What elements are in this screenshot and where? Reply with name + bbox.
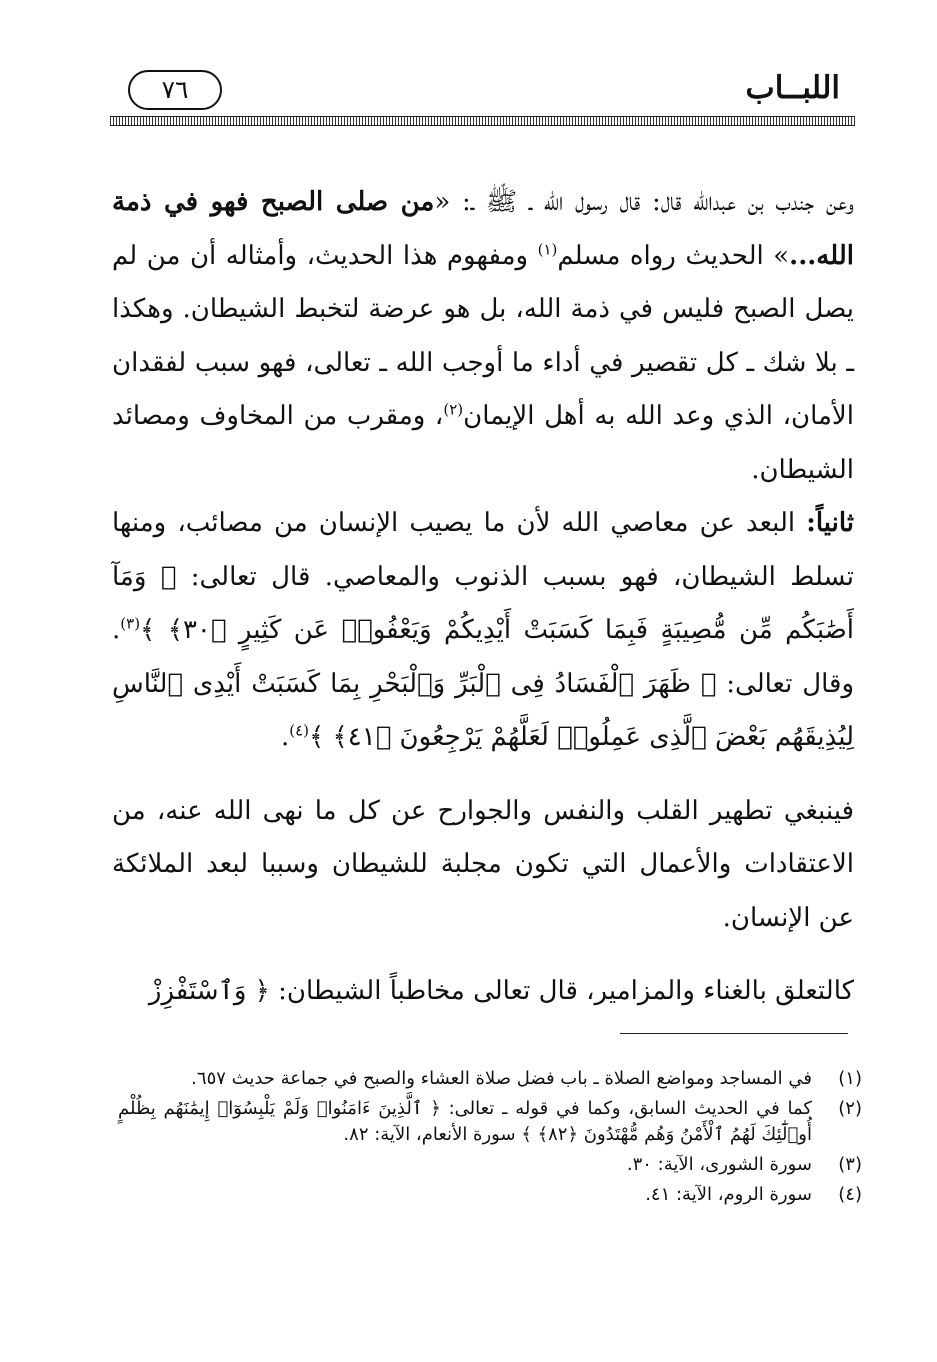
quran-verse: ﴿ وَٱسْتَفْزِزْ — [148, 976, 270, 1006]
footnote-number: (١) — [838, 1068, 862, 1089]
footnote-text: سورة الشورى، الآية: ٣٠. — [626, 1154, 812, 1175]
book-title: اللبــاب — [745, 70, 840, 106]
footnote-ref: (٣) — [120, 614, 141, 633]
text-run: . وقال تعالى: — [112, 615, 854, 699]
footnote-ref: (٤) — [289, 721, 310, 740]
text-run: ، ومقرب من المخاوف ومصائد الشيطان. — [112, 401, 854, 485]
footnote-3 — [118, 1152, 862, 1178]
paragraph-2 — [112, 497, 854, 765]
footnote-text: كما في الحديث السابق، وكما في قوله ـ تعالى: ﴿ ٱلَّذِينَ ءَامَنُوا۟ وَلَمْ يَلْبِسُوٓا۟ إِيمَٰنَهُم بِظُلْمٍ أُو۟لَٰٓئِكَ لَهُمُ ٱلْأَمْنُ وَهُم مُّهْتَدُونَ ﴿٨٢﴾ ﴾ سورة الأنعام، الآية: ٨٢. — [118, 1098, 812, 1145]
footnote-text: سورة الروم، الآية: ٤١. — [645, 1184, 812, 1205]
quran-verse: ﴿ ظَهَرَ ٱلْفَسَادُ فِى ٱلْبَرِّ وَٱلْبَحْرِ بِمَا كَسَبَتْ أَيْدِى ٱلنَّاسِ لِيُذِيقَهُم بَعْضَ ٱلَّذِى عَمِلُوا۟ لَعَلَّهُمْ يَرْجِعُونَ ﴿٤١﴾ ﴾ — [112, 668, 854, 752]
footnote-number: (٢) — [838, 1098, 862, 1119]
quran-verse: ﴿ وَمَآ أَصَٰبَكُم مِّن مُّصِيبَةٍ فَبِمَا كَسَبَتْ أَيْدِيكُمْ وَيَعْفُوا۟ عَن كَثِيرٍ ﴿٣٠﴾ ﴾ — [112, 561, 854, 645]
page-number: ٧٦ — [128, 70, 222, 110]
paragraph-3 — [112, 785, 854, 946]
hadith-quote: من صلى الصبح فهو في ذمة الله... — [112, 187, 854, 271]
text-run: فينبغي تطهير القلب والنفس والجوارح عن كل ما نهى الله عنه، من الاعتقادات والأعمال التي تكون مجلبة للشيطان وسببا لبعد الملائكة عن الإنسان. — [112, 795, 854, 933]
footnote-text: في المساجد ومواضع الصلاة ـ باب فضل صلاة العشاء والصبح في جماعة حديث ٦٥٧. — [191, 1068, 812, 1089]
text-run: » الحديث رواه مسلم — [557, 240, 790, 271]
text-run: البعد عن معاصي الله لأن ما يصيب الإنسان من مصائب، ومنها تسلط الشيطان، فهو بسبب الذنوب والمعاصي. قال تعالى: — [112, 508, 854, 592]
footnote-ref: (٢) — [443, 400, 464, 419]
paragraph-4 — [112, 965, 854, 1019]
footnote-2 — [118, 1096, 862, 1148]
footnote-number: (٣) — [838, 1154, 862, 1175]
page-header — [110, 64, 855, 114]
point-label: ثانياً: — [806, 508, 854, 538]
text-run: . — [280, 722, 290, 752]
footnote-ref: (١) — [537, 239, 558, 258]
text-run: وعن جندب بن عبدالله قال: قال رسول الله ـ ﷺ ـ: « — [434, 187, 855, 217]
footnote-separator — [620, 1033, 848, 1034]
footnote-number: (٤) — [838, 1184, 862, 1205]
text-run: ومفهوم هذا الحديث، وأمثاله أن من لم يصل الصبح فليس في ذمة الله، بل هو عرضة لتخبط الشيطان. وهكذا ـ بلا شك ـ كل تقصير في أداء ما أوجب الله ـ تعالى، فهو سبب لفقدان الأمان، الذي وعد الله به أهل الإيمان — [112, 240, 854, 431]
text-run: كالتعلق بالغناء والمزامير، قال تعالى مخاطباً الشيطان: — [269, 976, 854, 1006]
header-hatch-rule — [110, 116, 855, 126]
footnote-4 — [118, 1182, 862, 1208]
footnotes — [118, 1066, 862, 1212]
footnote-1 — [118, 1066, 862, 1092]
main-text — [112, 176, 854, 1019]
paragraph-1 — [112, 176, 854, 497]
